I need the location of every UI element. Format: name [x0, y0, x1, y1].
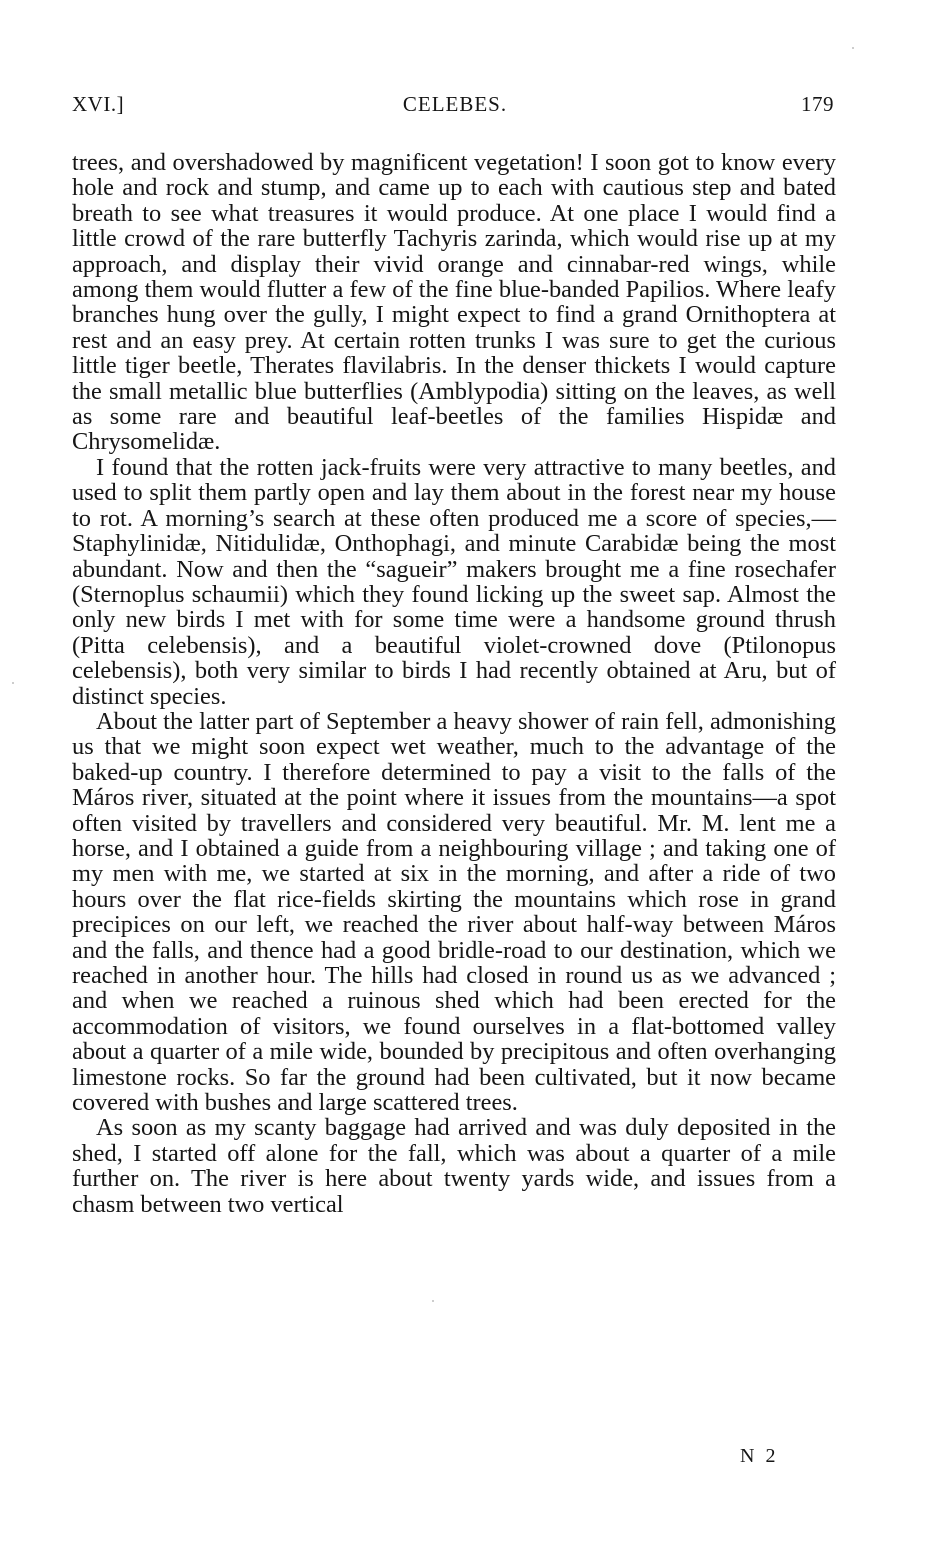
body-text	[72, 150, 836, 1217]
running-title: CELEBES.	[402, 92, 508, 116]
page-number: 179	[801, 92, 834, 116]
paragraph-2: I found that the rotten jack-fruits were very attractive to many beetles, and used to split them partly open and lay them about in the forest near my house to rot. A morning’s search at these often produced me a score of species,—Staphylinidæ, Nitidulidæ, Onthophagi, and minute Carabidæ being the most abundant. Now and then the “sagueir” makers brought me a fine rosechafer (Sternoplus schaumii) which they found licking up the sweet sap. Almost the only new birds I met with for some time were a handsome ground thrush (Pitta celebensis), and a beautiful violet-crowned dove (Ptilonopus celebensis), both very similar to birds I had recently obtained at Aru, but of distinct species.	[72, 453, 836, 710]
paper-speck	[12, 682, 14, 684]
paper-speck	[852, 47, 854, 49]
paragraph-4: As soon as my scanty baggage had arrived and was duly deposited in the shed, I started off alone for the fall, which was about a quarter of a mile further on. The river is here about twenty yards wide, and issues from a chasm between two vertical	[72, 1114, 836, 1218]
paragraph-1: trees, and overshadowed by magnificent vegetation! I soon got to know every hole and rock and stump, and came up to each with cautious step and bated breath to see what treasures it would produce. At one place I would find a little crowd of the rare butterfly Tachyris zarinda, which would rise up at my approach, and display their vivid orange and cinnabar-red wings, while among them would flutter a few of the fine blue-banded Papilios. Where leafy branches hung over the gully, I might expect to find a grand Ornithoptera at rest and an easy prey. At certain rotten trunks I was sure to get the curious little tiger beetle, Therates flavilabris. In the denser thickets I would capture the small metallic blue butterflies (Amblypodia) sitting on the leaves, as well as some rare and beautiful leaf-beetles of the families Hispidæ and Chrysomelidæ.	[72, 149, 836, 456]
signature-mark: N 2	[740, 1445, 779, 1467]
paragraph-3: About the latter part of September a heavy shower of rain fell, admonishing us that we might soon expect wet weather, much to the advantage of the baked-up country. I therefore determined to pay a visit to the falls of the Máros river, situated at the point where it issues from the mountains—a spot often visited by travellers and considered very beautiful. Mr. M. lent me a horse, and I obtained a guide from a neighbouring village ; and taking one of my men with me, we started at six in the morning, and after a ride of two hours over the flat rice-fields skirting the mountains which rose in grand precipices on our left, we reached the river about half-way between Máros and the falls, and thence had a good bridle-road to our destination, which we reached in another hour. The hills had closed in round us as we advanced ; and when we reached a ruinous shed which had been erected for the accommodation of visitors, we found ourselves in a flat-bottomed valley about a quarter of a mile wide, bounded by precipitous and often overhanging limestone rocks. So far the ground had been cultivated, but it now became covered with bushes and large scattered trees.	[72, 707, 836, 1117]
running-head	[72, 92, 838, 122]
chapter-number: XVI.]	[72, 92, 125, 116]
paper-speck	[432, 1300, 434, 1302]
